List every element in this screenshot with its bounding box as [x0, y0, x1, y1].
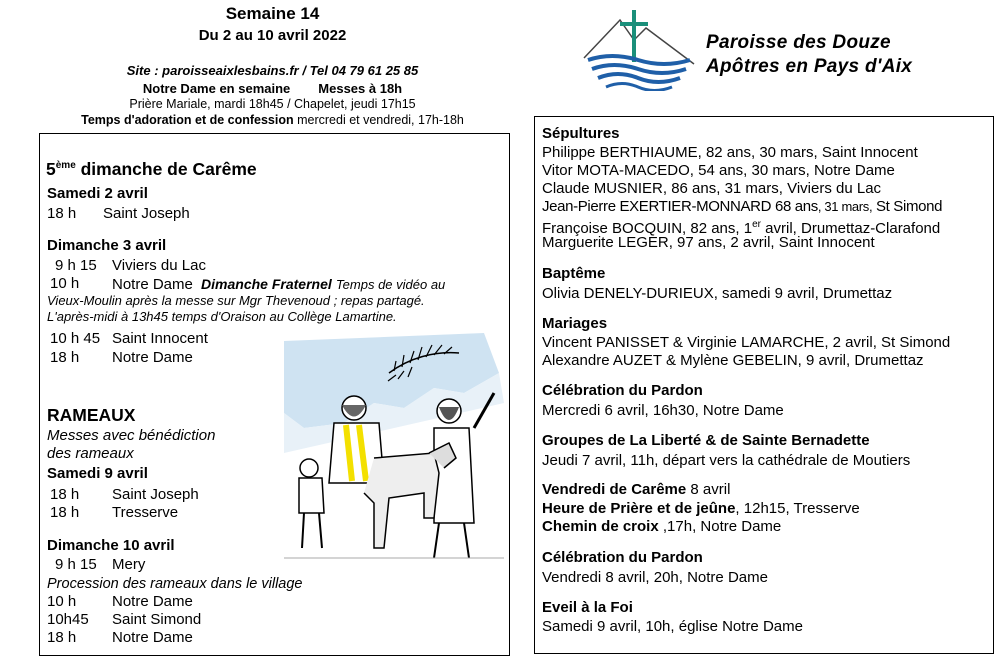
dim10-row2-time: 10 h	[47, 593, 77, 610]
dim3-row1-place: Viviers du Lac	[112, 257, 206, 274]
mariage-1: Vincent PANISSET & Virginie LAMARCHE, 2 avril, St Simond	[542, 334, 951, 351]
child-body	[299, 478, 324, 513]
adoration-times: mercredi et vendredi, 17h-18h	[297, 113, 464, 127]
dim10-row4-place: Notre Dame	[112, 629, 193, 646]
sam9-heading: Samedi 9 avril	[47, 465, 148, 482]
sepulture-1: Philippe BERTHIAUME, 82 ans, 30 mars, Saint Innocent	[542, 144, 918, 161]
wave-4	[606, 84, 672, 91]
parish-logo	[582, 6, 697, 91]
eveil-line: Samedi 9 avril, 10h, église Notre Dame	[542, 618, 803, 635]
bapteme-heading: Baptême	[542, 265, 606, 282]
pardon1-heading: Célébration du Pardon	[542, 382, 703, 399]
dim3-note1: Temps de vidéo au	[335, 277, 446, 292]
donkey-body	[364, 453, 439, 548]
mariage-2: Alexandre AUZET & Mylène GEBELIN, 9 avril, Drumettaz	[542, 352, 924, 369]
dim3-row2-time: 10 h	[50, 275, 80, 292]
week-title: Semaine 14	[225, 4, 320, 23]
groupes-line: Jeudi 7 avril, 11h, départ vers la cathédrale de Moutiers	[542, 452, 911, 469]
priere-mariale: Prière Mariale, mardi 18h45 / Chapelet, jeudi 17h15	[129, 97, 416, 111]
dim10-heading: Dimanche 10 avril	[47, 537, 175, 554]
dim3-note2: Vieux-Moulin après la messe sur Mgr Thevenoud ; repas partagé.	[47, 293, 425, 308]
sepulture-3: Claude MUSNIER, 86 ans, 31 mars, Viviers du Lac	[542, 180, 882, 197]
notre-dame-weekday	[50, 81, 495, 96]
eveil-heading: Eveil à la Foi	[542, 599, 633, 616]
wave-2	[592, 65, 686, 73]
dim3-row1-time: 9 h 15	[55, 257, 97, 274]
sepulture-5: Françoise BOCQUIN, 82 ans, 1er avril, Drumettaz-Clarafond	[542, 219, 941, 237]
nd-label: Notre Dame en semaine	[142, 81, 291, 96]
dim10-row3-time: 10h45	[47, 611, 89, 628]
mariages-heading: Mariages	[542, 315, 608, 332]
sepultures-heading: Sépultures	[542, 125, 620, 142]
rameaux-sub1: Messes avec bénédiction	[47, 427, 216, 444]
groupes-heading: Groupes de La Liberté & de Sainte Bernadette	[542, 432, 870, 449]
palm-sunday-illustration	[284, 333, 504, 575]
cross-horizontal	[620, 22, 648, 26]
dim3-heading: Dimanche 3 avril	[47, 237, 167, 254]
bapteme-1: Olivia DENELY-DURIEUX, samedi 9 avril, Drumettaz	[542, 285, 893, 302]
sepulture-2: Vitor MOTA-MACEDO, 54 ans, 30 mars, Notre Dame	[542, 162, 895, 179]
dim3-row2	[112, 275, 445, 294]
sepulture-4: Jean-Pierre EXERTIER-MONNARD 68 ans, 31 mars, St Simond	[542, 198, 943, 215]
dim3-row4-time: 18 h	[50, 349, 80, 366]
sam9-row1-time: 18 h	[50, 486, 80, 503]
cross-vertical	[632, 10, 636, 62]
careme-heading: 5ème dimanche de Carême	[46, 159, 257, 179]
dim10-row4-time: 18 h	[47, 629, 77, 646]
nd-messes: Messes à 18h	[318, 81, 403, 96]
sam9-row2-time: 18 h	[50, 504, 80, 521]
sam2-time: 18 h	[47, 205, 77, 222]
logo-line-2: Apôtres en Pays d'Aix	[706, 56, 913, 77]
dim10-row2-place: Notre Dame	[112, 593, 193, 610]
week-dates: Du 2 au 10 avril 2022	[198, 27, 347, 44]
adoration-label: Temps d'adoration et de confession	[81, 113, 294, 127]
priere-jeune-line: Heure de Prière et de jeûne, 12h15, Tresserve	[542, 500, 860, 517]
dim3-row2-place: Notre Dame	[112, 276, 193, 293]
man-legs	[434, 523, 469, 558]
sam2-heading: Samedi 2 avril	[47, 185, 148, 202]
dim3-row3-time: 10 h 45	[50, 330, 101, 347]
sam9-row1-place: Saint Joseph	[112, 486, 199, 503]
wave-3	[598, 74, 680, 82]
man-robe	[434, 428, 474, 523]
site-contact: Site : paroisseaixlesbains.fr / Tel 04 79 61 25 85	[126, 63, 419, 78]
dim3-row4-place: Notre Dame	[112, 349, 193, 366]
chemin-croix-line: Chemin de croix ,17h, Notre Dame	[542, 518, 782, 535]
pardon1-line: Mercredi 6 avril, 16h30, Notre Dame	[542, 402, 784, 419]
sepulture-6: Marguerite LEGER, 97 ans, 2 avril, Saint Innocent	[542, 234, 875, 251]
dim3-note3: L'après-midi à 13h45 temps d'Oraison au Collège Lamartine.	[47, 309, 397, 324]
vendredi-heading: Vendredi de Carême 8 avril	[542, 481, 731, 498]
dim3-row3-place: Saint Innocent	[112, 330, 208, 347]
wave-1	[588, 56, 690, 64]
logo-graphic	[582, 6, 697, 91]
dim10-row1-time: 9 h 15	[55, 556, 97, 573]
dimanche-fraternel: Dimanche Fraternel	[201, 276, 332, 292]
child-legs	[302, 513, 322, 548]
dim10-row3-place: Saint Simond	[112, 611, 202, 628]
dim10-row1-place: Mery	[112, 556, 146, 573]
adoration-line	[30, 113, 515, 127]
logo-line-1: Paroisse des Douze	[706, 32, 891, 53]
illustration-svg	[284, 333, 504, 575]
child-head	[300, 459, 318, 477]
sam9-row2-place: Tresserve	[112, 504, 179, 521]
sam2-place: Saint Joseph	[103, 205, 190, 222]
pardon2-line: Vendredi 8 avril, 20h, Notre Dame	[542, 569, 768, 586]
procession-note: Procession des rameaux dans le village	[47, 576, 303, 592]
rameaux-sub2: des rameaux	[47, 445, 134, 462]
pardon2-heading: Célébration du Pardon	[542, 549, 703, 566]
rameaux-title: RAMEAUX	[47, 405, 136, 425]
